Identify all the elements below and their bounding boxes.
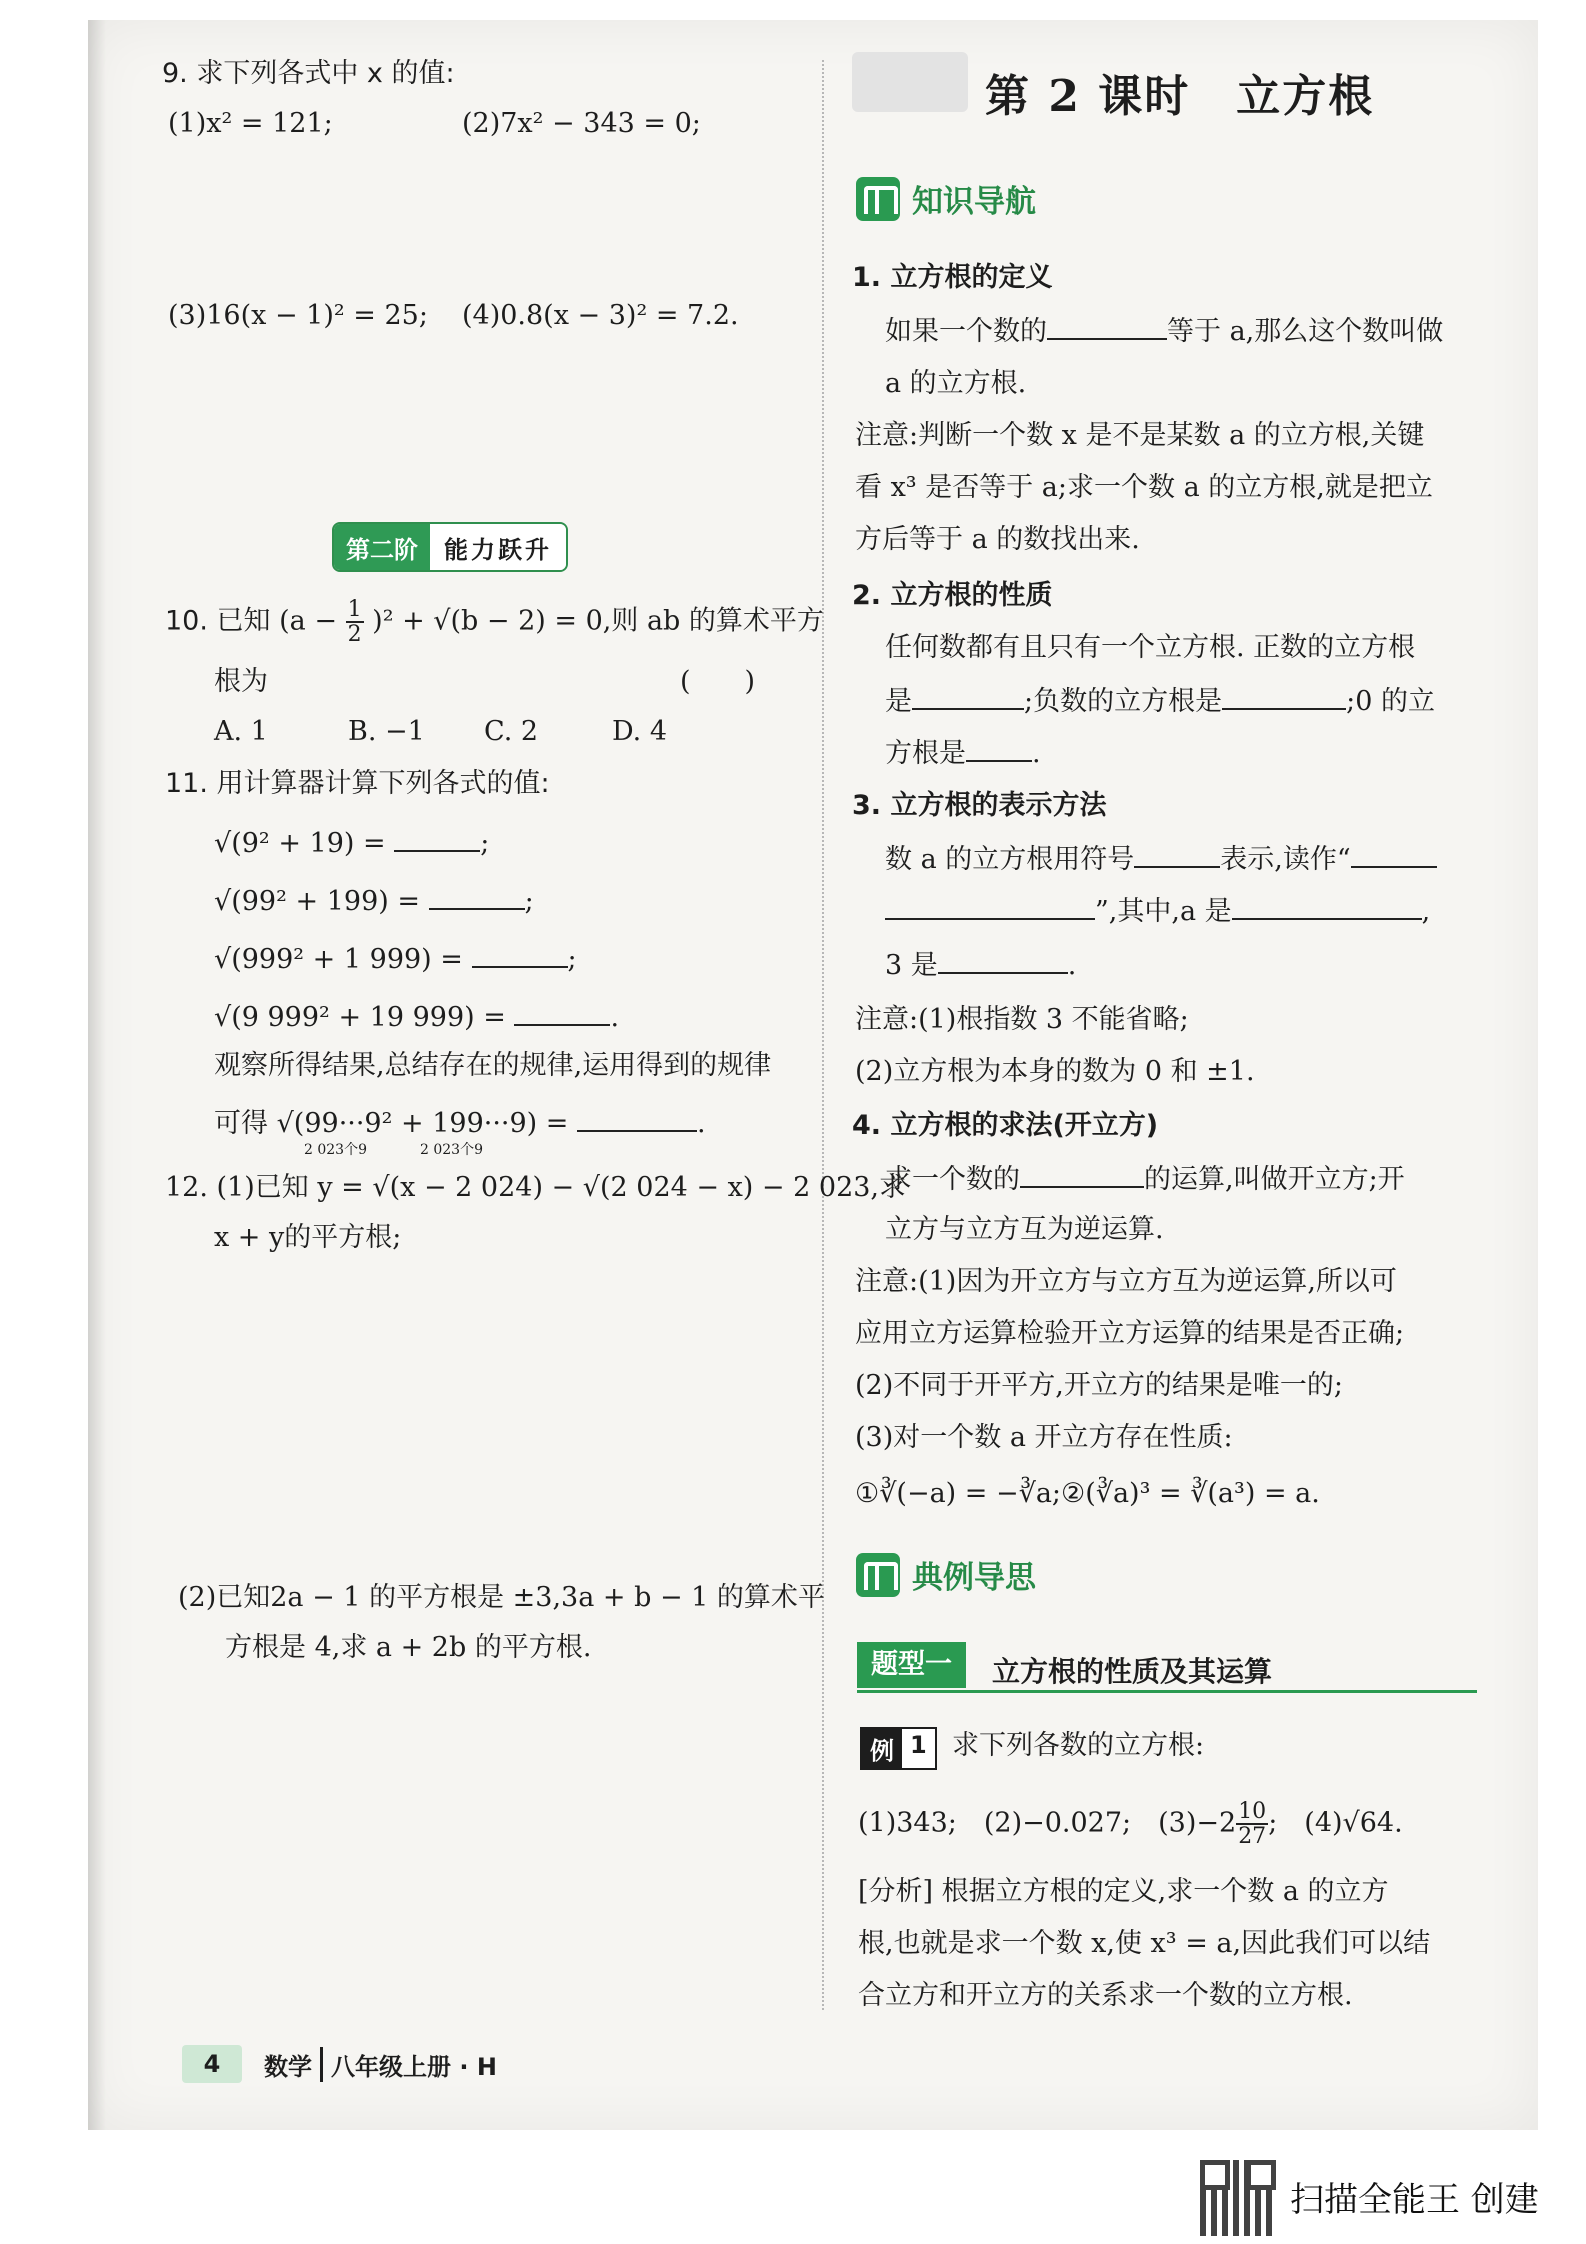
q12-part2-line1: (2)已知2a − 1 的平方根是 ±3,3a + b − 1 的算术平: [178, 1582, 825, 1613]
q11-gen-sub2: 2 023个9: [420, 1142, 483, 1158]
k4-blank[interactable]: [1020, 1162, 1144, 1188]
header-decoration: [852, 52, 968, 112]
lesson-title: 第 2 课时 立方根: [985, 71, 1375, 122]
k2-line2: [885, 684, 1435, 718]
stage-title: 能力跃升: [430, 524, 566, 570]
q11-e3-text: √(999² + 1 999) =: [214, 944, 463, 975]
question-type-banner: [857, 1642, 1477, 1693]
q10-prefix: 10. 已知: [165, 605, 271, 637]
q9-part4: (4)0.8(x − 3)² = 7.2.: [462, 300, 739, 331]
q11-e2-end: ;: [524, 886, 534, 917]
k3-note2: (2)立方根为本身的数为 0 和 ±1.: [855, 1056, 1255, 1087]
k1-line2: a 的立方根.: [885, 368, 1027, 399]
k3-l1a: 数 a 的立方根用符号: [885, 844, 1135, 875]
q10-option-d: D. 4: [612, 716, 668, 747]
k3-line3: [885, 948, 1076, 982]
k2-l3a: 方根是: [885, 738, 966, 769]
q11-e1-blank[interactable]: [394, 826, 480, 852]
k4-line2: 立方与立方互为逆运算.: [885, 1214, 1164, 1245]
book-icon: [856, 1553, 900, 1597]
k2-title: 2. 立方根的性质: [852, 580, 1053, 611]
q11-observe: 观察所得结果,总结存在的规律,运用得到的规律: [214, 1050, 772, 1081]
k3-l3a: 3 是: [885, 950, 938, 981]
q11-expr3: [214, 942, 577, 976]
column-divider: [822, 60, 824, 2010]
k4-note5: ①∛(−a) = −∛a;②(∛a)³ = ∛(a³) = a.: [855, 1478, 1320, 1509]
k1-l1a: 如果一个数的: [885, 316, 1047, 347]
k3-l2a: ”,其中,a 是: [1095, 896, 1232, 927]
k2-l2b: ;负数的立方根是: [1024, 686, 1223, 717]
page-binding-shadow: [88, 20, 106, 2130]
analysis-line2: 根,也就是求一个数 x,使 x³ = a,因此我们可以结: [858, 1928, 1431, 1959]
k2-blank-positive[interactable]: [912, 684, 1024, 710]
q11-e2-text: √(99² + 199) =: [214, 886, 420, 917]
k3-line1: [885, 842, 1437, 876]
q10-answer-bracket: ( ): [680, 666, 756, 697]
q11-e3-end: ;: [567, 944, 577, 975]
example-items: [858, 1800, 1403, 1848]
q10-fraction: [346, 598, 364, 646]
q9-part1: (1)x² = 121;: [168, 108, 333, 139]
question-type-title: 立方根的性质及其运算: [992, 1655, 1273, 1688]
k1-note2: 看 x³ 是否等于 a;求一个数 a 的立方根,就是把立: [855, 472, 1433, 503]
section-examples: [856, 1552, 1036, 1597]
k3-blank-3[interactable]: [938, 948, 1068, 974]
k4-note3: (2)不同于开平方,开立方的结果是唯一的;: [855, 1370, 1343, 1401]
q11-expr1: [214, 826, 489, 860]
k1-l1b: 等于 a,那么这个数叫做: [1167, 316, 1444, 347]
example-stem: 求下列各数的立方根:: [952, 1730, 1205, 1761]
k4-note4: (3)对一个数 a 开立方存在性质:: [855, 1422, 1233, 1453]
k3-line2: [885, 894, 1430, 928]
q11-gen-end: .: [697, 1108, 706, 1139]
k3-blank-a[interactable]: [1232, 894, 1422, 920]
section-examples-title: 典例导思: [912, 1560, 1036, 1596]
q11-e1-text: √(9² + 19) =: [214, 828, 386, 859]
q11-e1-end: ;: [480, 828, 490, 859]
k4-note2: 应用立方运算检验开立方运算的结果是否正确;: [855, 1318, 1405, 1349]
k2-l2c: ;0 的立: [1346, 686, 1435, 717]
example-frac-den: 27: [1238, 1824, 1267, 1850]
q10-option-b: B. −1: [348, 716, 425, 747]
footer-subject: 数学: [264, 2047, 323, 2082]
analysis-line1: [分析] 根据立方根的定义,求一个数 a 的立方: [858, 1876, 1389, 1907]
q11-stem: 11. 用计算器计算下列各式的值:: [165, 768, 550, 799]
q12-line2: x + y的平方根;: [214, 1222, 402, 1253]
k3-blank-symbol[interactable]: [1134, 842, 1220, 868]
k3-note1: 注意:(1)根指数 3 不能省略;: [855, 1004, 1189, 1035]
q11-gen-pre: 可得: [214, 1108, 268, 1139]
q11-expr4: [214, 1000, 619, 1034]
k1-blank[interactable]: [1047, 314, 1167, 340]
k3-l1b: 表示,读作“: [1220, 844, 1351, 875]
qr-code-icon: [1200, 2160, 1276, 2236]
example-items-a: (1)343; (2)−0.027; (3)−2: [858, 1807, 1237, 1839]
q11-gen-sub1: 2 023个9: [304, 1142, 367, 1158]
k3-blank-read1[interactable]: [1351, 842, 1437, 868]
example-frac-num: 10: [1238, 1799, 1267, 1824]
example-fraction: [1236, 1800, 1268, 1848]
k3-blank-read2[interactable]: [885, 894, 1095, 920]
q12-part2-line2: 方根是 4,求 a + 2b 的平方根.: [225, 1632, 592, 1663]
q10-option-a: A. 1: [214, 716, 268, 747]
q10-frac-den: 2: [347, 622, 362, 648]
k3-l2b: ,: [1421, 896, 1431, 927]
question-type-tag: 题型一: [857, 1642, 966, 1688]
k4-l1b: 的运算,叫做开立方;开: [1144, 1164, 1405, 1195]
q10-option-c: C. 2: [484, 716, 539, 747]
k4-note1: 注意:(1)因为开立方与立方互为逆运算,所以可: [855, 1266, 1397, 1297]
k1-note3: 方后等于 a 的数找出来.: [855, 524, 1140, 555]
k1-line1: [885, 314, 1443, 348]
q10-frac-num: 1: [347, 597, 362, 622]
k3-title: 3. 立方根的表示方法: [852, 790, 1107, 821]
q12-line1: 12. (1)已知 y = √(x − 2 024) − √(2 024 − x) − 2 023,求: [165, 1172, 907, 1203]
k4-l1a: 求一个数的: [885, 1164, 1020, 1195]
k1-note1: 注意:判断一个数 x 是不是某数 a 的立方根,关键: [855, 420, 1425, 451]
stage-banner: [332, 522, 568, 572]
footer-grade: 八年级上册 · H: [331, 2052, 497, 2081]
q11-general: [214, 1106, 706, 1140]
q9-part3: (3)16(x − 1)² = 25;: [168, 300, 428, 331]
q11-gen-blank[interactable]: [577, 1106, 697, 1132]
stage-tag: 第二阶: [334, 524, 430, 570]
k4-line1: [885, 1162, 1405, 1196]
page-footer: [182, 2045, 497, 2083]
k1-title: 1. 立方根的定义: [852, 262, 1053, 293]
q11-gen-expr: √(99···9² + 199···9) =: [276, 1108, 569, 1139]
q10-line1: [165, 598, 824, 646]
k2-line3: [885, 736, 1041, 770]
page-number: 4: [182, 2045, 242, 2083]
analysis-line3: 合立方和开立方的关系求一个数的立方根.: [858, 1980, 1353, 2011]
example-key: 例: [862, 1729, 902, 1768]
example-number: 1: [902, 1729, 935, 1768]
q11-e4-text: √(9 999² + 19 999) =: [214, 1002, 506, 1033]
k2-blank-negative[interactable]: [1222, 684, 1346, 710]
q11-expr2: [214, 884, 534, 918]
k3-l3b: .: [1067, 950, 1077, 981]
scanner-watermark: 扫描全能王 创建: [1290, 2180, 1539, 2220]
example-items-b: ; (4)√64.: [1268, 1807, 1403, 1839]
section-knowledge-nav: [856, 176, 1036, 221]
q10-line2: 根为: [214, 666, 268, 697]
section-knowledge-title: 知识导航: [912, 184, 1036, 220]
k2-line1: 任何数都有且只有一个立方根. 正数的立方根: [885, 632, 1416, 663]
k4-title: 4. 立方根的求法(开立方): [852, 1110, 1159, 1141]
k2-blank-zero[interactable]: [966, 736, 1032, 762]
q10-line1-rest: )² + √(b − 2) = 0,则 ab 的算术平方: [372, 605, 824, 637]
book-icon: [856, 177, 900, 221]
q11-e4-blank[interactable]: [514, 1000, 610, 1026]
q11-e2-blank[interactable]: [429, 884, 525, 910]
q10-paren-open: (a −: [279, 605, 337, 637]
q11-e4-end: .: [610, 1002, 620, 1033]
q9-part2: (2)7x² − 343 = 0;: [462, 108, 701, 139]
k2-l3b: .: [1032, 738, 1041, 769]
k2-l2a: 是: [885, 686, 912, 717]
q11-e3-blank[interactable]: [472, 942, 568, 968]
example-label: [860, 1727, 937, 1770]
q9-stem: 9. 求下列各式中 x 的值:: [162, 58, 455, 89]
